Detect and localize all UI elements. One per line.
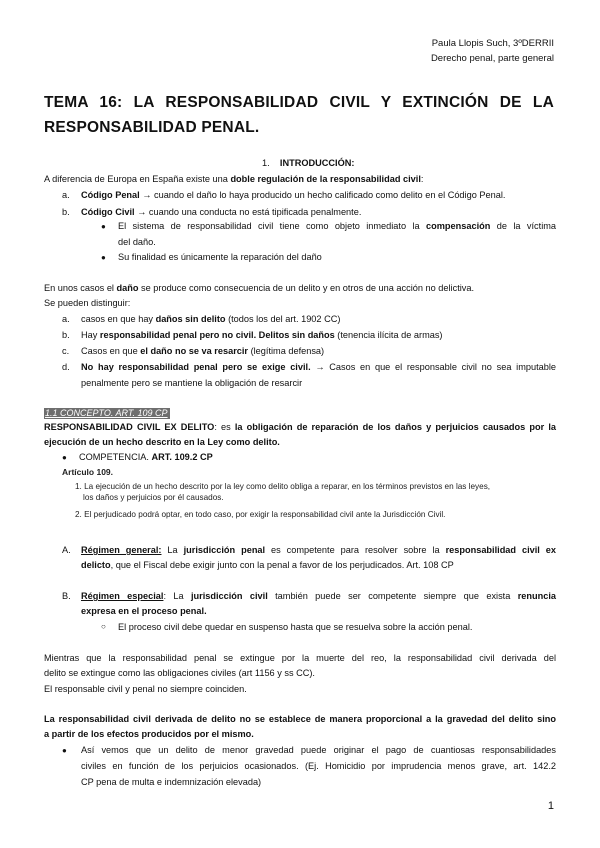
text-bold: jurisdicción civil [190, 591, 268, 601]
paragraph: Se pueden distinguir: [44, 298, 131, 308]
text: El sistema de responsabilidad civil tiene como objeto inmediato la [118, 221, 427, 231]
text-bold: responsabilidad civil ex [445, 545, 557, 555]
list-marker: A. [62, 545, 71, 555]
regimen-general [81, 545, 556, 556]
text: también puede ser competente siempre que exista [267, 591, 518, 601]
bullet-item: Su finalidad es únicamente la reparación del daño [118, 252, 322, 262]
bullet-icon: ● [101, 222, 106, 231]
text: → Casos en que el responsable civil no sea imputable [310, 362, 556, 372]
paragraph-continuation: delito se extingue como las obligaciones civiles (art 1156 y ss CC). [44, 668, 315, 678]
paragraph-bold-continuation [44, 729, 254, 740]
list-item [81, 346, 324, 357]
article-paragraph-1-continuation: los daños y perjuicios por él causados. [83, 493, 224, 502]
text: En unos casos el [44, 283, 117, 293]
list-item [81, 330, 443, 341]
text: : [420, 174, 424, 184]
text: → cuando una conducta no está tipificada penalmente. [134, 207, 362, 217]
text: : es [214, 422, 235, 432]
text-bold: Régimen general: [81, 545, 162, 555]
sub-bullet-item: El proceso civil debe quedar en suspenso hasta que se resuelva sobre la acción penal. [118, 622, 473, 632]
definition-continuation [44, 437, 280, 448]
list-marker: a. [62, 314, 70, 324]
text-bold: Código Civil [81, 207, 135, 217]
text-bold: compensación [426, 221, 491, 231]
bullet-icon: ● [62, 746, 67, 755]
text: : La [163, 591, 191, 601]
text: A diferencia de Europa en España existe una [44, 174, 231, 184]
header-subject: Derecho penal, parte general [430, 53, 554, 64]
bullet-item: Así vemos que un delito de menor gravedad puede originar el pago de cuantiosas responsabilidades [81, 745, 556, 755]
text: de la víctima [490, 221, 556, 231]
article-heading: Artículo 109. [62, 467, 114, 477]
list-marker: B. [62, 591, 71, 601]
list-item [81, 314, 340, 325]
section-title: 1.1 CONCEPTO. ART. 109 CP [45, 408, 168, 418]
list-marker: d. [62, 362, 70, 372]
text-bold: No hay responsabilidad penal pero se exige civil. [81, 362, 311, 372]
text-bold: la obligación de reparación de los daños y perjuicios causados por la [234, 422, 556, 432]
intro-paragraph [44, 174, 423, 185]
text-bold: responsabilidad penal pero no civil. Delitos sin daños [99, 330, 335, 340]
circle-bullet-icon: ○ [101, 622, 106, 631]
text-bold: el daño no se va resarcir [140, 346, 249, 356]
text-bold: daños sin delito [155, 314, 226, 324]
list-marker: a. [62, 190, 70, 200]
paragraph: El responsable civil y penal no siempre coinciden. [44, 684, 247, 694]
text-bold: expresa en el proceso penal. [81, 606, 207, 616]
competencia [79, 452, 213, 463]
text: , que el Fiscal debe exigir junto con la penal a favor de los perjudicados. Art. 108 CP [110, 560, 454, 570]
bullet-item-continuation: CP pena de multa e indemnización elevada) [81, 777, 262, 787]
text: COMPETENCIA. [79, 452, 152, 462]
list-marker: c. [62, 346, 70, 356]
paragraph [44, 283, 474, 294]
text: es competente para resolver sobre la [265, 545, 446, 555]
text: La [161, 545, 184, 555]
text: se produce como consecuencia de un delito y en otros de una acción no delictiva. [138, 283, 475, 293]
text-bold: Código Penal [81, 190, 140, 200]
title-line-1: TEMA 16: LA RESPONSABILIDAD CIVIL Y EXTINCIÓN DE LA [44, 94, 554, 111]
text-bold: Régimen especial [81, 591, 164, 601]
list-item [81, 362, 556, 373]
list-item-codigo-civil [81, 207, 361, 218]
title-line-2: RESPONSABILIDAD PENAL. [44, 119, 260, 136]
list-marker: b. [62, 330, 70, 340]
list-marker: b. [62, 207, 70, 217]
text-bold: doble regulación de la responsabilidad civil [230, 174, 421, 184]
text-bold: ART. 109.2 CP [151, 452, 213, 462]
article-paragraph-1: 1. La ejecución de un hecho descrito por la ley como delito obliga a reparar, en los términos previstos en las leyes, [75, 482, 491, 491]
definition [44, 422, 556, 433]
text: Hay [81, 330, 100, 340]
text: → cuando el daño lo haya producido un hecho calificado como delito en el Código Penal. [139, 190, 506, 200]
intro-heading-number: 1. [262, 158, 270, 168]
page-title [44, 90, 554, 140]
text-bold: RESPONSABILIDAD CIVIL EX DELITO [44, 422, 215, 432]
bullet-item [118, 221, 556, 232]
text: (tenencia ilícita de armas) [334, 330, 443, 340]
text-bold: delicto [81, 560, 111, 570]
text: casos en que hay [81, 314, 156, 324]
page-number: 1 [547, 800, 554, 812]
header-author: Paula Llopis Such, 3ºDERRII [431, 38, 554, 49]
text-bold: renuncia [517, 591, 556, 601]
intro-heading-text: INTRODUCCIÓN: [279, 158, 355, 168]
bullet-icon: ● [101, 253, 106, 262]
list-item-codigo-penal [81, 190, 505, 201]
regimen-general-continuation [81, 560, 454, 571]
bullet-icon: ● [62, 453, 67, 462]
regimen-especial-continuation [81, 606, 207, 617]
bullet-item-continuation: civiles en función de los perjuicios ocasionados. (Ej. Homicidio por imprudencia menos grave, art. 142.2 [81, 761, 556, 771]
regimen-especial [81, 591, 556, 602]
article-paragraph-2: 2. El perjudicado podrá optar, en todo caso, por exigir la responsabilidad civil ante la Jurisdicción Civil. [75, 510, 446, 519]
text-bold: daño [116, 283, 139, 293]
list-item-continuation: penalmente pero se mantiene la obligación de resarcir [81, 378, 303, 388]
intro-heading [262, 158, 354, 169]
text: Casos en que [81, 346, 141, 356]
bullet-item-continuation: del daño. [118, 237, 156, 247]
paragraph: Mientras que la responsabilidad penal se extingue por la muerte del reo, la responsabilidad civil derivada del [44, 653, 556, 663]
text-bold: La responsabilidad civil derivada de delito no se establece de manera proporcional a la gravedad del delito sino [44, 714, 556, 724]
text-bold: a partir de los efectos producidos por el mismo. [44, 729, 254, 739]
text-bold: ejecución de un hecho descrito en la Ley como delito. [44, 437, 280, 447]
text: (legítima defensa) [248, 346, 325, 356]
text: (todos los del art. 1902 CC) [225, 314, 341, 324]
paragraph-bold [44, 714, 556, 725]
text-bold: jurisdicción penal [183, 545, 266, 555]
